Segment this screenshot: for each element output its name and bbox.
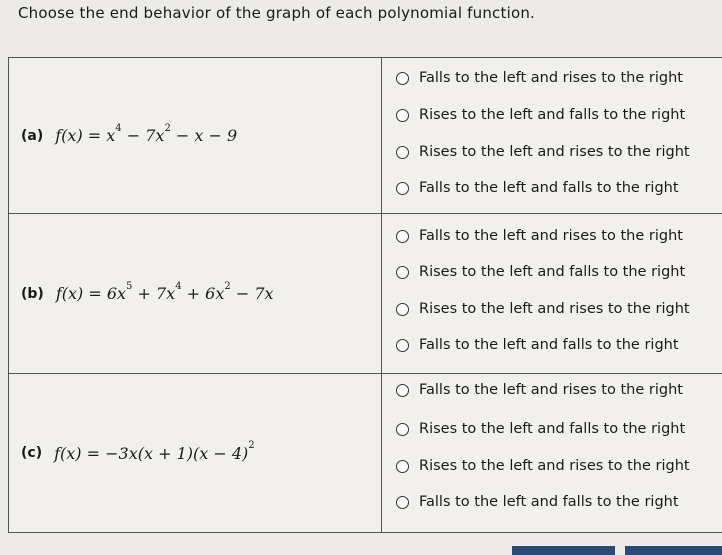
function-expression (55, 122, 238, 145)
term: + 6x (181, 284, 225, 303)
function-lhs: f(x) = (55, 284, 107, 303)
option-a-rises-rises[interactable] (396, 144, 690, 160)
row-c (9, 373, 722, 532)
question-prompt: Choose the end behavior of the graph of each polynomial function. (18, 4, 535, 22)
exponent: 2 (164, 122, 171, 134)
option-a-falls-rises[interactable] (396, 70, 683, 86)
option-b-rises-falls[interactable] (396, 264, 685, 280)
option-label: Rises to the left and rises to the right (419, 458, 690, 474)
option-c-rises-rises[interactable] (396, 458, 690, 474)
option-b-falls-falls[interactable] (396, 337, 679, 353)
option-label: Rises to the left and falls to the right (419, 421, 686, 437)
option-c-falls-falls[interactable] (396, 494, 679, 510)
footer-button-right[interactable] (625, 546, 722, 555)
function-cell-a (9, 58, 382, 213)
row-b (9, 213, 722, 373)
function-lhs: f(x) = (54, 443, 106, 463)
row-label: (b) (21, 285, 44, 302)
option-b-rises-rises[interactable] (396, 301, 690, 317)
radio-button[interactable] (396, 384, 409, 397)
option-label: Falls to the left and rises to the right (419, 382, 683, 398)
function-expression (54, 440, 255, 463)
options-cell-c (382, 374, 722, 532)
function-cell-b (9, 214, 382, 373)
term: − x − 9 (170, 126, 238, 145)
option-label: Rises to the left and falls to the right (419, 107, 686, 123)
radio-button[interactable] (396, 182, 409, 195)
exponent: 4 (115, 122, 122, 134)
exponent: 2 (224, 280, 231, 292)
function-expression (55, 280, 274, 303)
exponent: 4 (175, 280, 182, 292)
radio-button[interactable] (396, 423, 409, 436)
option-label: Falls to the left and falls to the right (419, 337, 679, 353)
option-c-falls-rises[interactable] (396, 382, 683, 398)
option-label: Rises to the left and falls to the right (419, 264, 686, 280)
option-b-falls-rises[interactable] (396, 228, 683, 244)
options-cell-a (382, 58, 722, 213)
option-label: Falls to the left and rises to the right (419, 228, 683, 244)
row-a (9, 58, 722, 213)
answer-table (8, 57, 722, 533)
option-a-falls-falls[interactable] (396, 180, 679, 196)
radio-button[interactable] (396, 339, 409, 352)
radio-button[interactable] (396, 266, 409, 279)
option-label: Rises to the left and rises to the right (419, 301, 690, 317)
radio-button[interactable] (396, 146, 409, 159)
footer-button-left[interactable] (512, 546, 615, 555)
option-label: Rises to the left and rises to the right (419, 144, 690, 160)
radio-button[interactable] (396, 496, 409, 509)
exponent: 5 (126, 280, 133, 292)
term: − 7x (121, 126, 165, 145)
option-label: Falls to the left and falls to the right (419, 494, 679, 510)
option-label: Falls to the left and rises to the right (419, 70, 683, 86)
radio-button[interactable] (396, 460, 409, 473)
term: 6x (106, 284, 127, 303)
radio-button[interactable] (396, 109, 409, 122)
term: −3x(x + 1)(x − 4) (105, 443, 249, 463)
exponent: 2 (248, 440, 255, 452)
row-label: (c) (21, 445, 43, 461)
option-label: Falls to the left and falls to the right (419, 180, 679, 196)
term: − 7x (230, 284, 274, 303)
function-cell-c (9, 374, 382, 532)
term: x (106, 126, 116, 145)
function-lhs: f(x) = (55, 126, 107, 145)
term: + 7x (132, 284, 176, 303)
option-c-rises-falls[interactable] (396, 421, 685, 437)
options-cell-b (382, 214, 722, 373)
radio-button[interactable] (396, 72, 409, 85)
row-label: (a) (21, 127, 44, 144)
radio-button[interactable] (396, 230, 409, 243)
option-a-rises-falls[interactable] (396, 107, 685, 123)
radio-button[interactable] (396, 303, 409, 316)
